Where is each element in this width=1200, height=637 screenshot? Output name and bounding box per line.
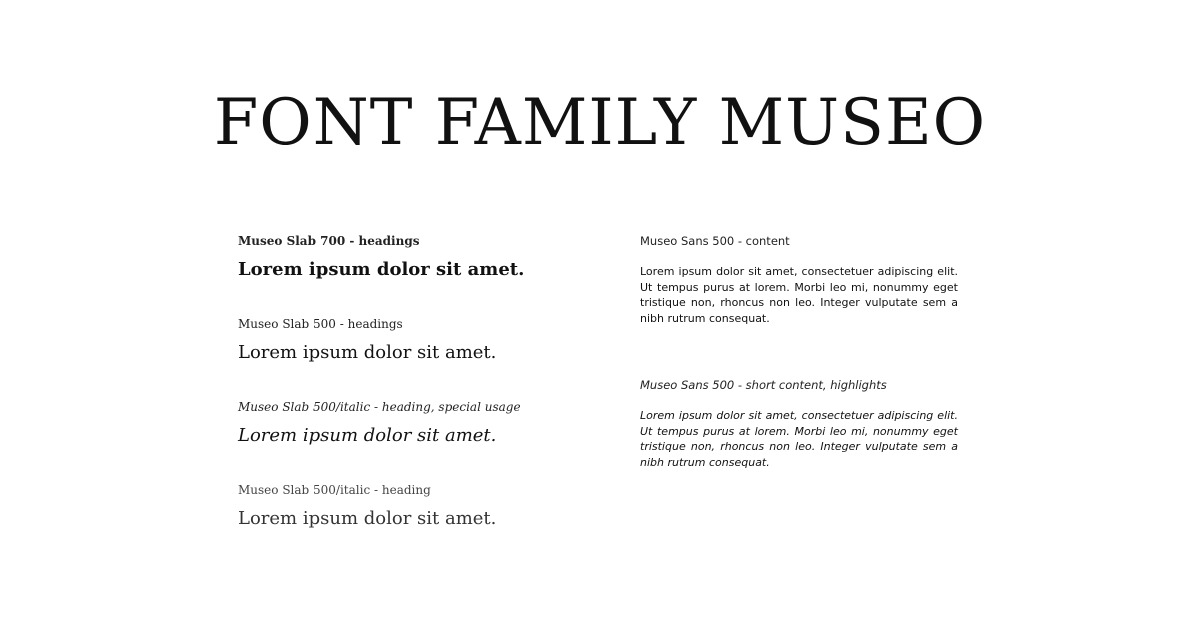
sample-label: Museo Sans 500 - content bbox=[640, 234, 790, 248]
slab-700-sample bbox=[238, 233, 598, 282]
sample-text: Lorem ipsum dolor sit amet. bbox=[238, 342, 497, 363]
sample-label: Museo Slab 500/italic - heading, special usage bbox=[238, 400, 521, 414]
slab-500-sample bbox=[238, 316, 598, 365]
sans-500-highlight-sample bbox=[640, 377, 958, 470]
sample-label: Museo Slab 500 - headings bbox=[238, 317, 403, 331]
sample-label: Museo Sans 500 - short content, highlights bbox=[640, 378, 887, 392]
slab-500-light-sample bbox=[238, 482, 598, 531]
sans-500-content-sample bbox=[640, 233, 958, 326]
sample-label: Museo Slab 700 - headings bbox=[238, 234, 420, 248]
sample-text: Lorem ipsum dolor sit amet. bbox=[238, 508, 497, 529]
page-title: FONT FAMILY MUSEO bbox=[213, 86, 987, 160]
sample-paragraph: Lorem ipsum dolor sit amet, consectetuer adipiscing elit. Ut tempus purus at lorem. Morbi leo mi, nonummy eget tristique non, rhoncus non leo. Integer vulputate sem a nibh rutrum consequat. bbox=[640, 265, 958, 325]
sample-label: Museo Slab 500/italic - heading bbox=[238, 483, 431, 497]
sample-text: Lorem ipsum dolor sit amet. bbox=[238, 425, 497, 446]
sample-paragraph: Lorem ipsum dolor sit amet, consectetuer adipiscing elit. Ut tempus purus at lorem. Morbi leo mi, nonummy eget tristique non, rhoncus non leo. Integer vulputate sem a nibh rutrum consequat. bbox=[640, 409, 958, 469]
sample-text: Lorem ipsum dolor sit amet. bbox=[238, 259, 525, 280]
slab-500-italic-sample bbox=[238, 399, 598, 448]
